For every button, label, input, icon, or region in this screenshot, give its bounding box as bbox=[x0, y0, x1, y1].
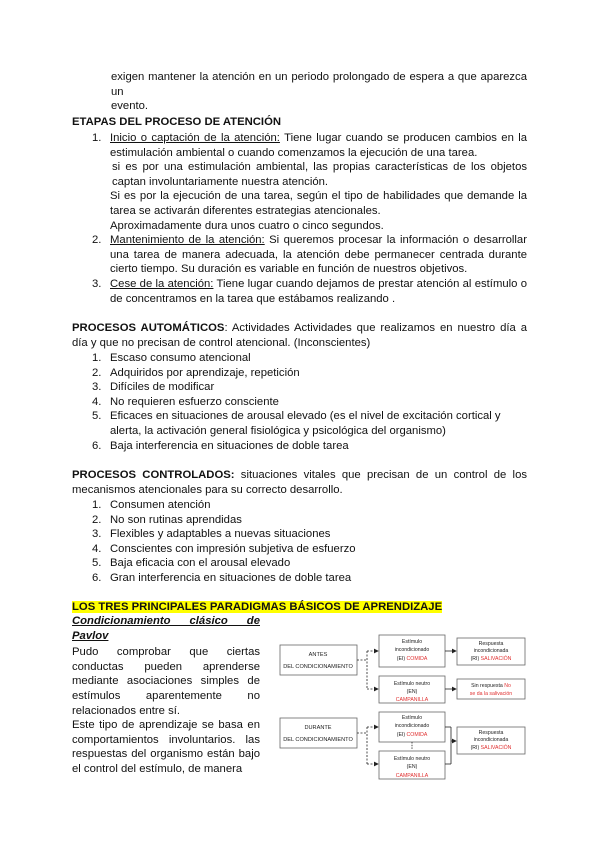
svg-text:(EN): (EN) bbox=[406, 689, 418, 695]
svg-text:(RI) SALIVACIÓN: (RI) SALIVACIÓN bbox=[470, 745, 512, 751]
list-item: 1. Escaso consumo atencional bbox=[92, 352, 251, 364]
list-item: 3. Cese de la atención: Tiene lugar cuando dejamos de prestar atención al estímulo o de concentramos en la tarea que estábamos realizando . bbox=[92, 277, 527, 305]
svg-text:Sin respuesta No: Sin respuesta No bbox=[471, 683, 511, 689]
antes-box bbox=[280, 645, 357, 675]
automaticos-heading: PROCESOS AUTOMÁTICOS bbox=[72, 322, 225, 334]
pavlov-subheading: Pavlov bbox=[72, 629, 109, 642]
list-item: 4. No requieren esfuerzo consciente bbox=[92, 395, 279, 408]
list-item: 4. Conscientes con impresión subjetiva de esfuerzo bbox=[92, 542, 356, 555]
list-item: 3. Flexibles y adaptables a nuevas situaciones bbox=[92, 528, 331, 541]
ei-box-top bbox=[379, 635, 445, 667]
svg-text:Estímulo: Estímulo bbox=[401, 639, 423, 645]
svg-text:(EI) COMIDA: (EI) COMIDA bbox=[396, 732, 428, 738]
list-item: 1. Consumen atención bbox=[92, 499, 211, 511]
etapa-detail: si es por una estimulación ambiental, las propias características de los objetos captan involuntariamente nuestra atención. bbox=[112, 161, 527, 188]
etapa-detail: Si es por la ejecución de una tarea, según el tipo de habilidades que demande la tarea se activarán diferentes estrategias atencionales. bbox=[110, 190, 527, 217]
intro-paragraph bbox=[111, 70, 527, 114]
list-item: 6. Gran interferencia en situaciones de doble tarea bbox=[92, 571, 352, 584]
ei-box-bottom bbox=[379, 712, 445, 742]
intro-line: evento. bbox=[111, 100, 149, 113]
svg-text:CAMPANILLA: CAMPANILLA bbox=[395, 773, 429, 779]
svg-text:Respuesta: Respuesta bbox=[478, 730, 504, 736]
list-item: 5. Baja eficacia con el arousal elevado bbox=[92, 557, 291, 570]
svg-text:(RI) SALIVACIÓN: (RI) SALIVACIÓN bbox=[470, 656, 512, 662]
etapa-title: Mantenimiento de la atención: bbox=[110, 234, 265, 247]
svg-text:CAMPANILLA: CAMPANILLA bbox=[395, 697, 429, 703]
list-item: 5. Eficaces en situaciones de arousal elevado (es el nivel de excitación cortical y alerta, la activación general fisiológica y psicológica del organismo) bbox=[92, 410, 501, 437]
svg-text:ANTES: ANTES bbox=[308, 652, 328, 658]
durante-box bbox=[280, 718, 357, 748]
controlados-paragraph: PROCESOS CONTROLADOS: situaciones vitales que precisan de un control de los mecanismos atencionales para su correcto desarrollo. bbox=[72, 469, 527, 496]
etapa-title: Inicio o captación de la atención: bbox=[110, 132, 280, 144]
pavlov-paragraph: Este tipo de aprendizaje se basa en comportamientos involuntarios. las respuestas del organismo están bajo el control del estímulo, de manera bbox=[72, 719, 260, 775]
etapa-detail: Aproximadamente dura unos cuatro o cinco segundos. bbox=[110, 219, 384, 232]
svg-text:Estímulo: Estímulo bbox=[401, 715, 423, 721]
svg-text:incondicionado: incondicionado bbox=[394, 647, 430, 653]
svg-text:(EI) COMIDA: (EI) COMIDA bbox=[396, 656, 428, 662]
svg-text:se da la salivación: se da la salivación bbox=[469, 691, 513, 697]
svg-text:Respuesta: Respuesta bbox=[478, 641, 504, 647]
svg-text:incondicionada: incondicionada bbox=[473, 648, 509, 654]
paradigmas-heading: LOS TRES PRINCIPALES PARADIGMAS BÁSICOS DE APRENDIZAJE bbox=[72, 601, 443, 613]
list-item: 2. Adquiridos por aprendizaje, repetición bbox=[92, 366, 300, 379]
svg-text:incondicionado: incondicionado bbox=[394, 723, 430, 729]
automaticos-paragraph: PROCESOS AUTOMÁTICOS: Actividades Actividades que realizamos en nuestro día a día y que no precisan de control atencional. (Inconscientes) bbox=[72, 322, 527, 349]
list-item: 6. Baja interferencia en situaciones de doble tarea bbox=[92, 439, 349, 452]
sin-respuesta-box bbox=[457, 679, 525, 699]
list-item: 1. Inicio o captación de la atención: Tiene lugar cuando se producen cambios en la estimulación ambiental o cuando comenzamos la ejecución de una tarea. si es por una estimulación ambiental, las propias características de los objetos captan involuntariamente nuestra atención. Si es por la ejecución de una tarea, según el tipo de habilidades que demande la tarea se activarán diferentes estrategias atencionales. Aproximadamente dura unos cuatro o cinco segundos. bbox=[92, 132, 527, 232]
svg-text:DEL CONDICIONAMIENTO: DEL CONDICIONAMIENTO bbox=[283, 737, 353, 743]
pavlov-column bbox=[72, 614, 260, 777]
controlados-list bbox=[92, 498, 527, 586]
pavlov-subheading: Condicionamiento clásico de bbox=[72, 615, 260, 627]
svg-text:incondicionada: incondicionada bbox=[473, 737, 509, 743]
svg-text:Estímulo neutro: Estímulo neutro bbox=[393, 756, 431, 762]
ri-box-bottom bbox=[457, 727, 525, 754]
en-box-top bbox=[379, 676, 445, 703]
svg-text:DEL CONDICIONAMIENTO: DEL CONDICIONAMIENTO bbox=[283, 664, 353, 670]
svg-text:(EN): (EN) bbox=[406, 764, 418, 770]
svg-text:Estímulo neutro: Estímulo neutro bbox=[393, 681, 431, 687]
en-box-bottom bbox=[379, 751, 445, 779]
etapa-title: Cese de la atención: bbox=[110, 277, 214, 290]
pavlov-paragraph: Pudo comprobar que ciertas conductas pueden aprenderse mediante asociaciones simples de estímulos aparentemente no relacionados entre sí. bbox=[72, 646, 260, 717]
controlados-heading: PROCESOS CONTROLADOS: bbox=[72, 469, 235, 481]
list-item: 2. Mantenimiento de la atención: Si queremos procesar la información o desarrollar una tarea de manera adecuada, la atención debe permanecer centrada durante cierto tiempo. Su duración es variable en función de nuestros objetivos. bbox=[92, 234, 527, 276]
pavlov-diagram bbox=[279, 634, 533, 780]
etapas-list bbox=[92, 131, 527, 306]
ri-box-top bbox=[457, 638, 525, 665]
intro-line: exigen mantener la atención en un periodo prolongado de espera a que aparezca un bbox=[111, 71, 527, 98]
list-item: 3. Difíciles de modificar bbox=[92, 381, 215, 394]
list-item: 2. No son rutinas aprendidas bbox=[92, 513, 242, 526]
etapas-heading: ETAPAS DEL PROCESO DE ATENCIÓN bbox=[72, 116, 282, 128]
automaticos-list bbox=[92, 351, 527, 453]
svg-text:DURANTE: DURANTE bbox=[304, 725, 332, 731]
